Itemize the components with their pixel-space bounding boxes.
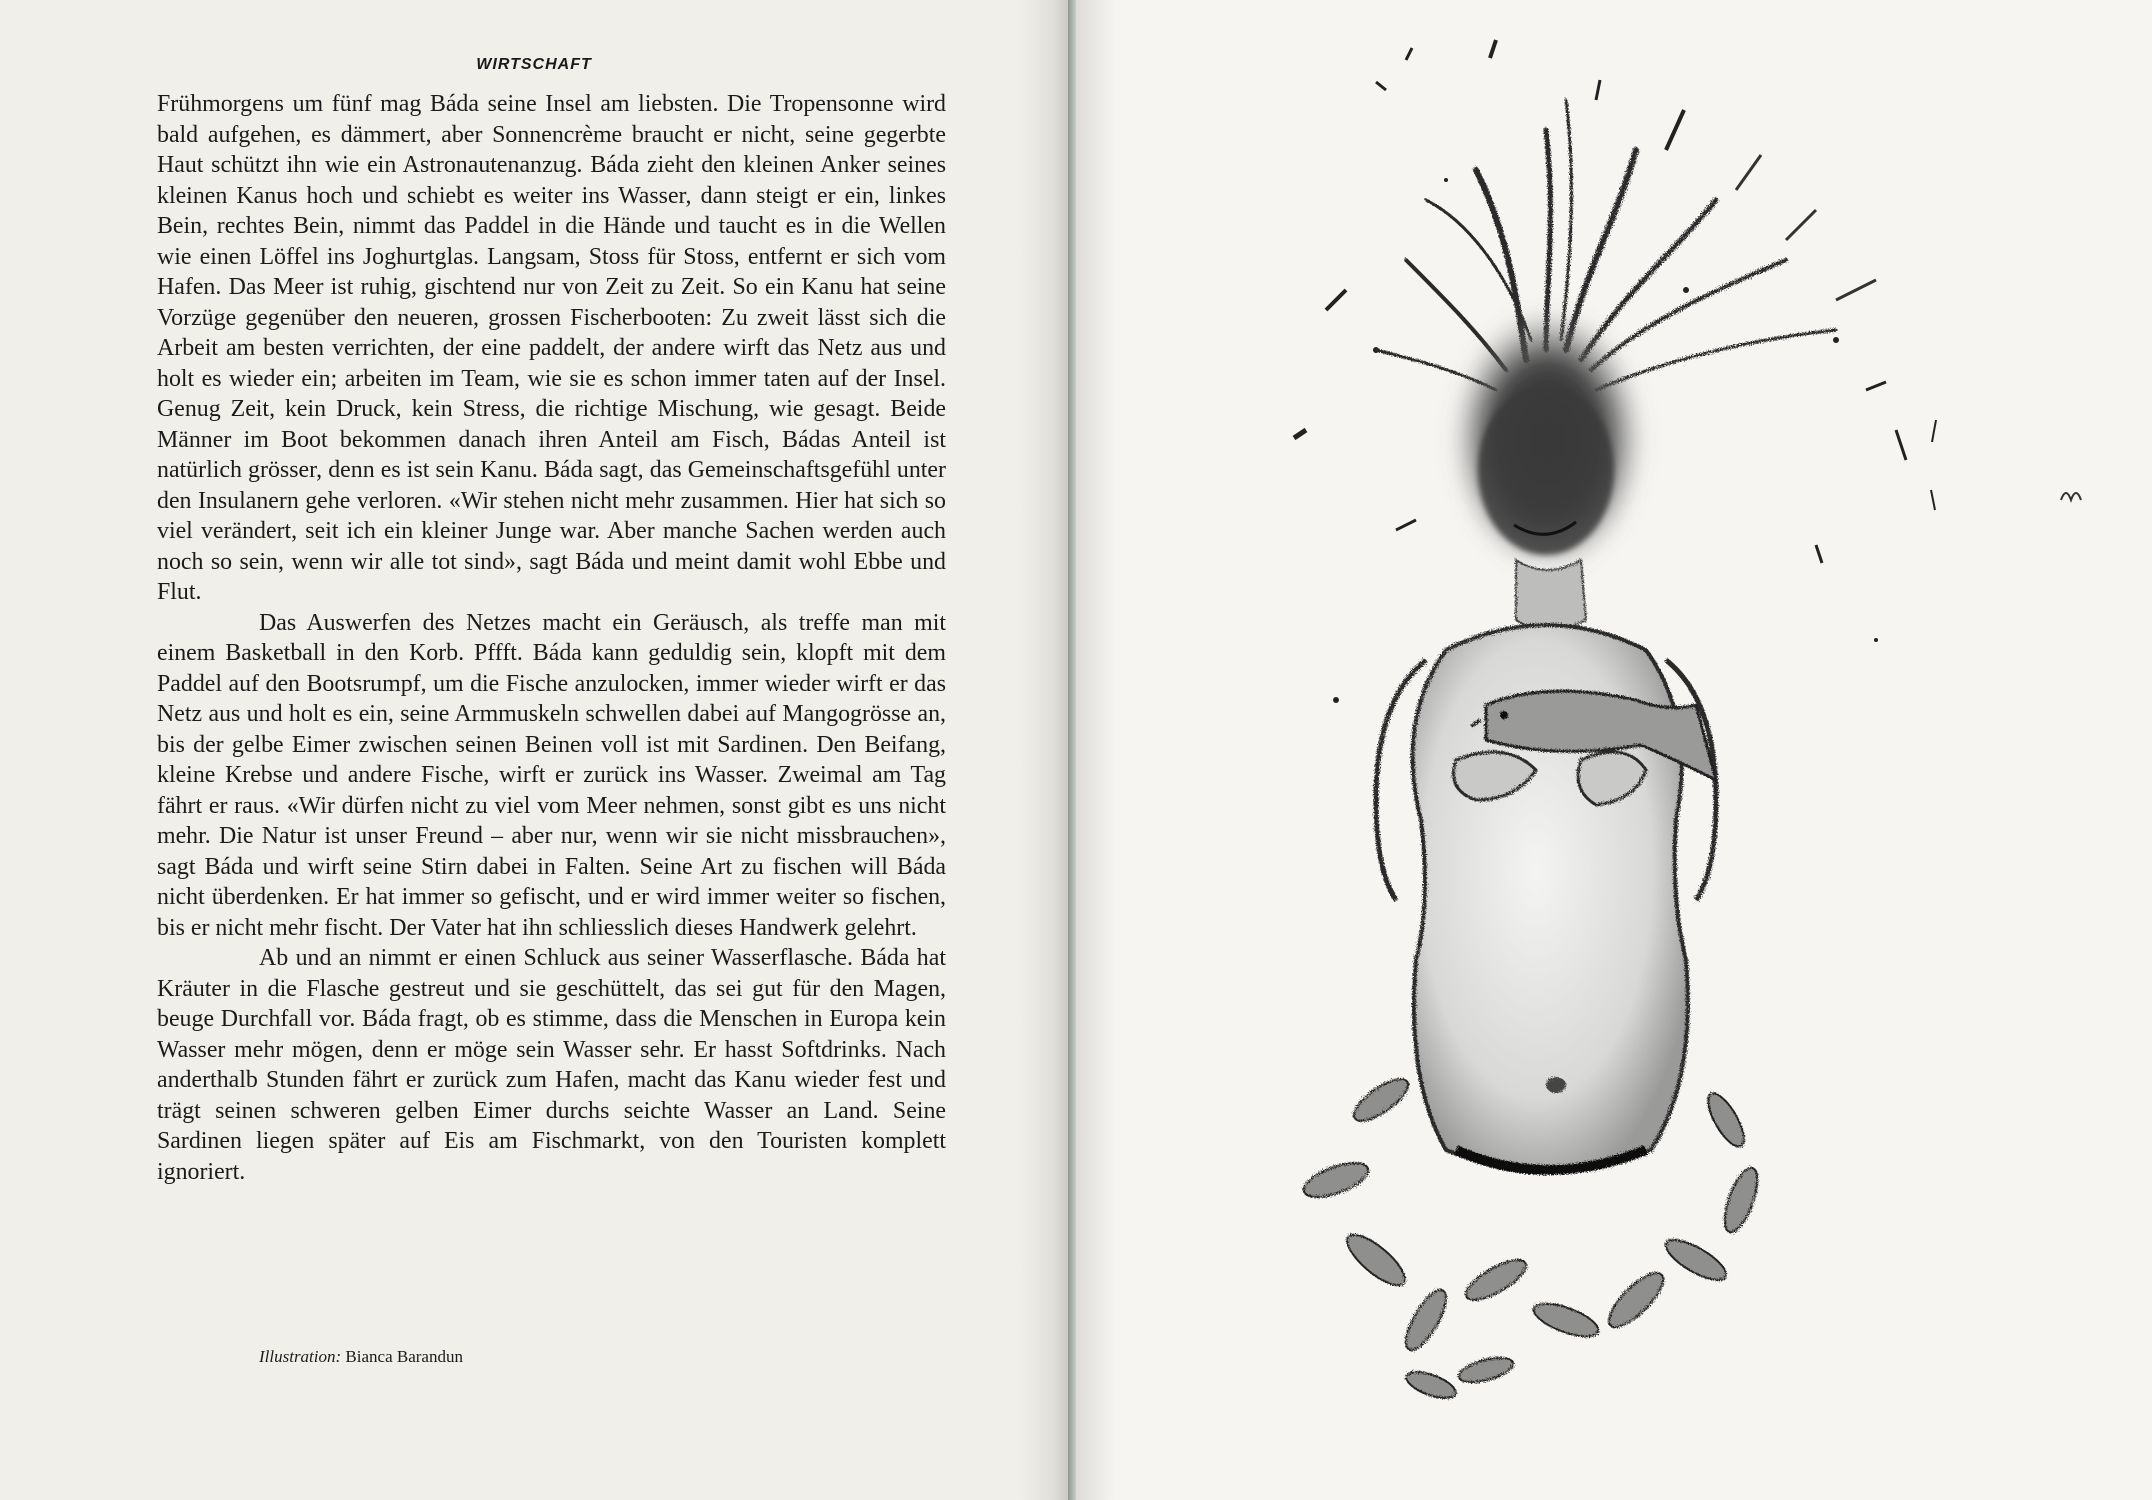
- artist-signature: [2061, 493, 2081, 500]
- illustration: [1076, 0, 2152, 1500]
- left-page: [0, 0, 1068, 1500]
- gutter-shadow: [1020, 0, 1068, 1500]
- article-paragraph-2: Das Auswerfen des Netzes macht ein Geräusch, als treffe man mit einem Basketball in den Korb. Pffft. Báda kann geduldig sein, klopft mit dem Paddel auf den Bootsrumpf, um die Fische anzulocken, immer wieder wirft er das Netz aus und holt es ein, seine Armmuskeln schwellen dabei auf Mangogrösse an, bis der gelbe Eimer zwischen seinen Beinen voll ist mit Sardinen. Den Beifang, kleine Krebse und andere Fische, wirft er zurück ins Wasser. Zweimal am Tag fährt er raus. «Wir dürfen nicht zu viel vom Meer nehmen, sonst gibt es uns nicht mehr. Die Natur ist unser Freund – aber nur, wenn wir sie nicht missbrauchen», sagt Báda und wirft seine Stirn dabei in Falten. Seine Art zu fischen will Báda nicht überdenken. Er hat immer so gefischt, und er wird immer weiter so fischen, bis er nicht mehr fischt. Der Vater hat ihn schliesslich dieses Handwerk gelehrt.: [157, 609, 946, 941]
- article-body: [157, 89, 946, 1187]
- article-paragraph-3: Ab und an nimmt er einen Schluck aus seiner Wasserflasche. Báda hat Kräuter in die Flasche gestreut und sie geschüttelt, das sei gut für den Magen, beuge Durchfall vor. Báda fragt, ob es stimme, dass die Menschen in Europa kein Wasser mehr mögen, denn er möge sein Wasser sehr. Er hasst Softdrinks. Nach anderthalb Stunden fährt er zurück zum Hafen, macht das Kanu wieder fest und trägt seinen schweren gelben Eimer durchs seichte Wasser an Land. Seine Sardinen liegen später auf Eis am Fischmarkt, von den Touristen komplett ignoriert.: [157, 945, 946, 1185]
- book-gutter: [1068, 0, 1076, 1500]
- section-header: WIRTSCHAFT: [476, 56, 592, 73]
- illustration-credit: [259, 1347, 463, 1367]
- article-paragraph-1: Frühmorgens um fünf mag Báda seine Insel am liebsten. Die Tropensonne wird bald aufgehen, es dämmert, aber Sonnencrème braucht er nicht, seine gegerbte Haut schützt ihn wie ein Astronautenanzug. Báda zieht den kleinen Anker seines kleinen Kanus hoch und schiebt es weiter ins Wasser, dann steigt er ein, linkes Bein, rechtes Bein, nimmt das Paddel in die Hände und taucht es in die Wellen wie einen Löffel ins Joghurtglas. Langsam, Stoss für Stoss, entfernt er sich vom Hafen. Das Meer ist ruhig, gischtend nur von Zeit zu Zeit. So ein Kanu hat seine Vorzüge gegenüber den neueren, grossen Fischerbooten: Zu zweit lässt sich die Arbeit am besten verrichten, der eine paddelt, der andere wirft das Netz aus und holt es wieder ein; arbeiten im Team, wie sie es schon immer taten auf der Insel. Genug Zeit, kein Druck, kein Stress, die richtige Mischung, wie gesagt. Beide Männer im Boot bekommen danach ihren Anteil am Fisch, Bádas Anteil ist natürlich grösser, denn es ist sein Kanu. Báda sagt, das Gemeinschaftsgefühl unter den Insulanern gehe verloren. «Wir stehen nicht mehr zusammen. Hier hat sich so viel verändert, seit ich ein kleiner Junge war. Aber manche Sachen werden auch noch so sein, wenn wir alle tot sind», sagt Báda und meint damit wohl Ebbe und Flut.: [157, 91, 946, 605]
- credit-name: Bianca Barandun: [345, 1347, 463, 1366]
- body: [1376, 560, 1716, 1170]
- credit-label: Illustration:: [259, 1347, 342, 1366]
